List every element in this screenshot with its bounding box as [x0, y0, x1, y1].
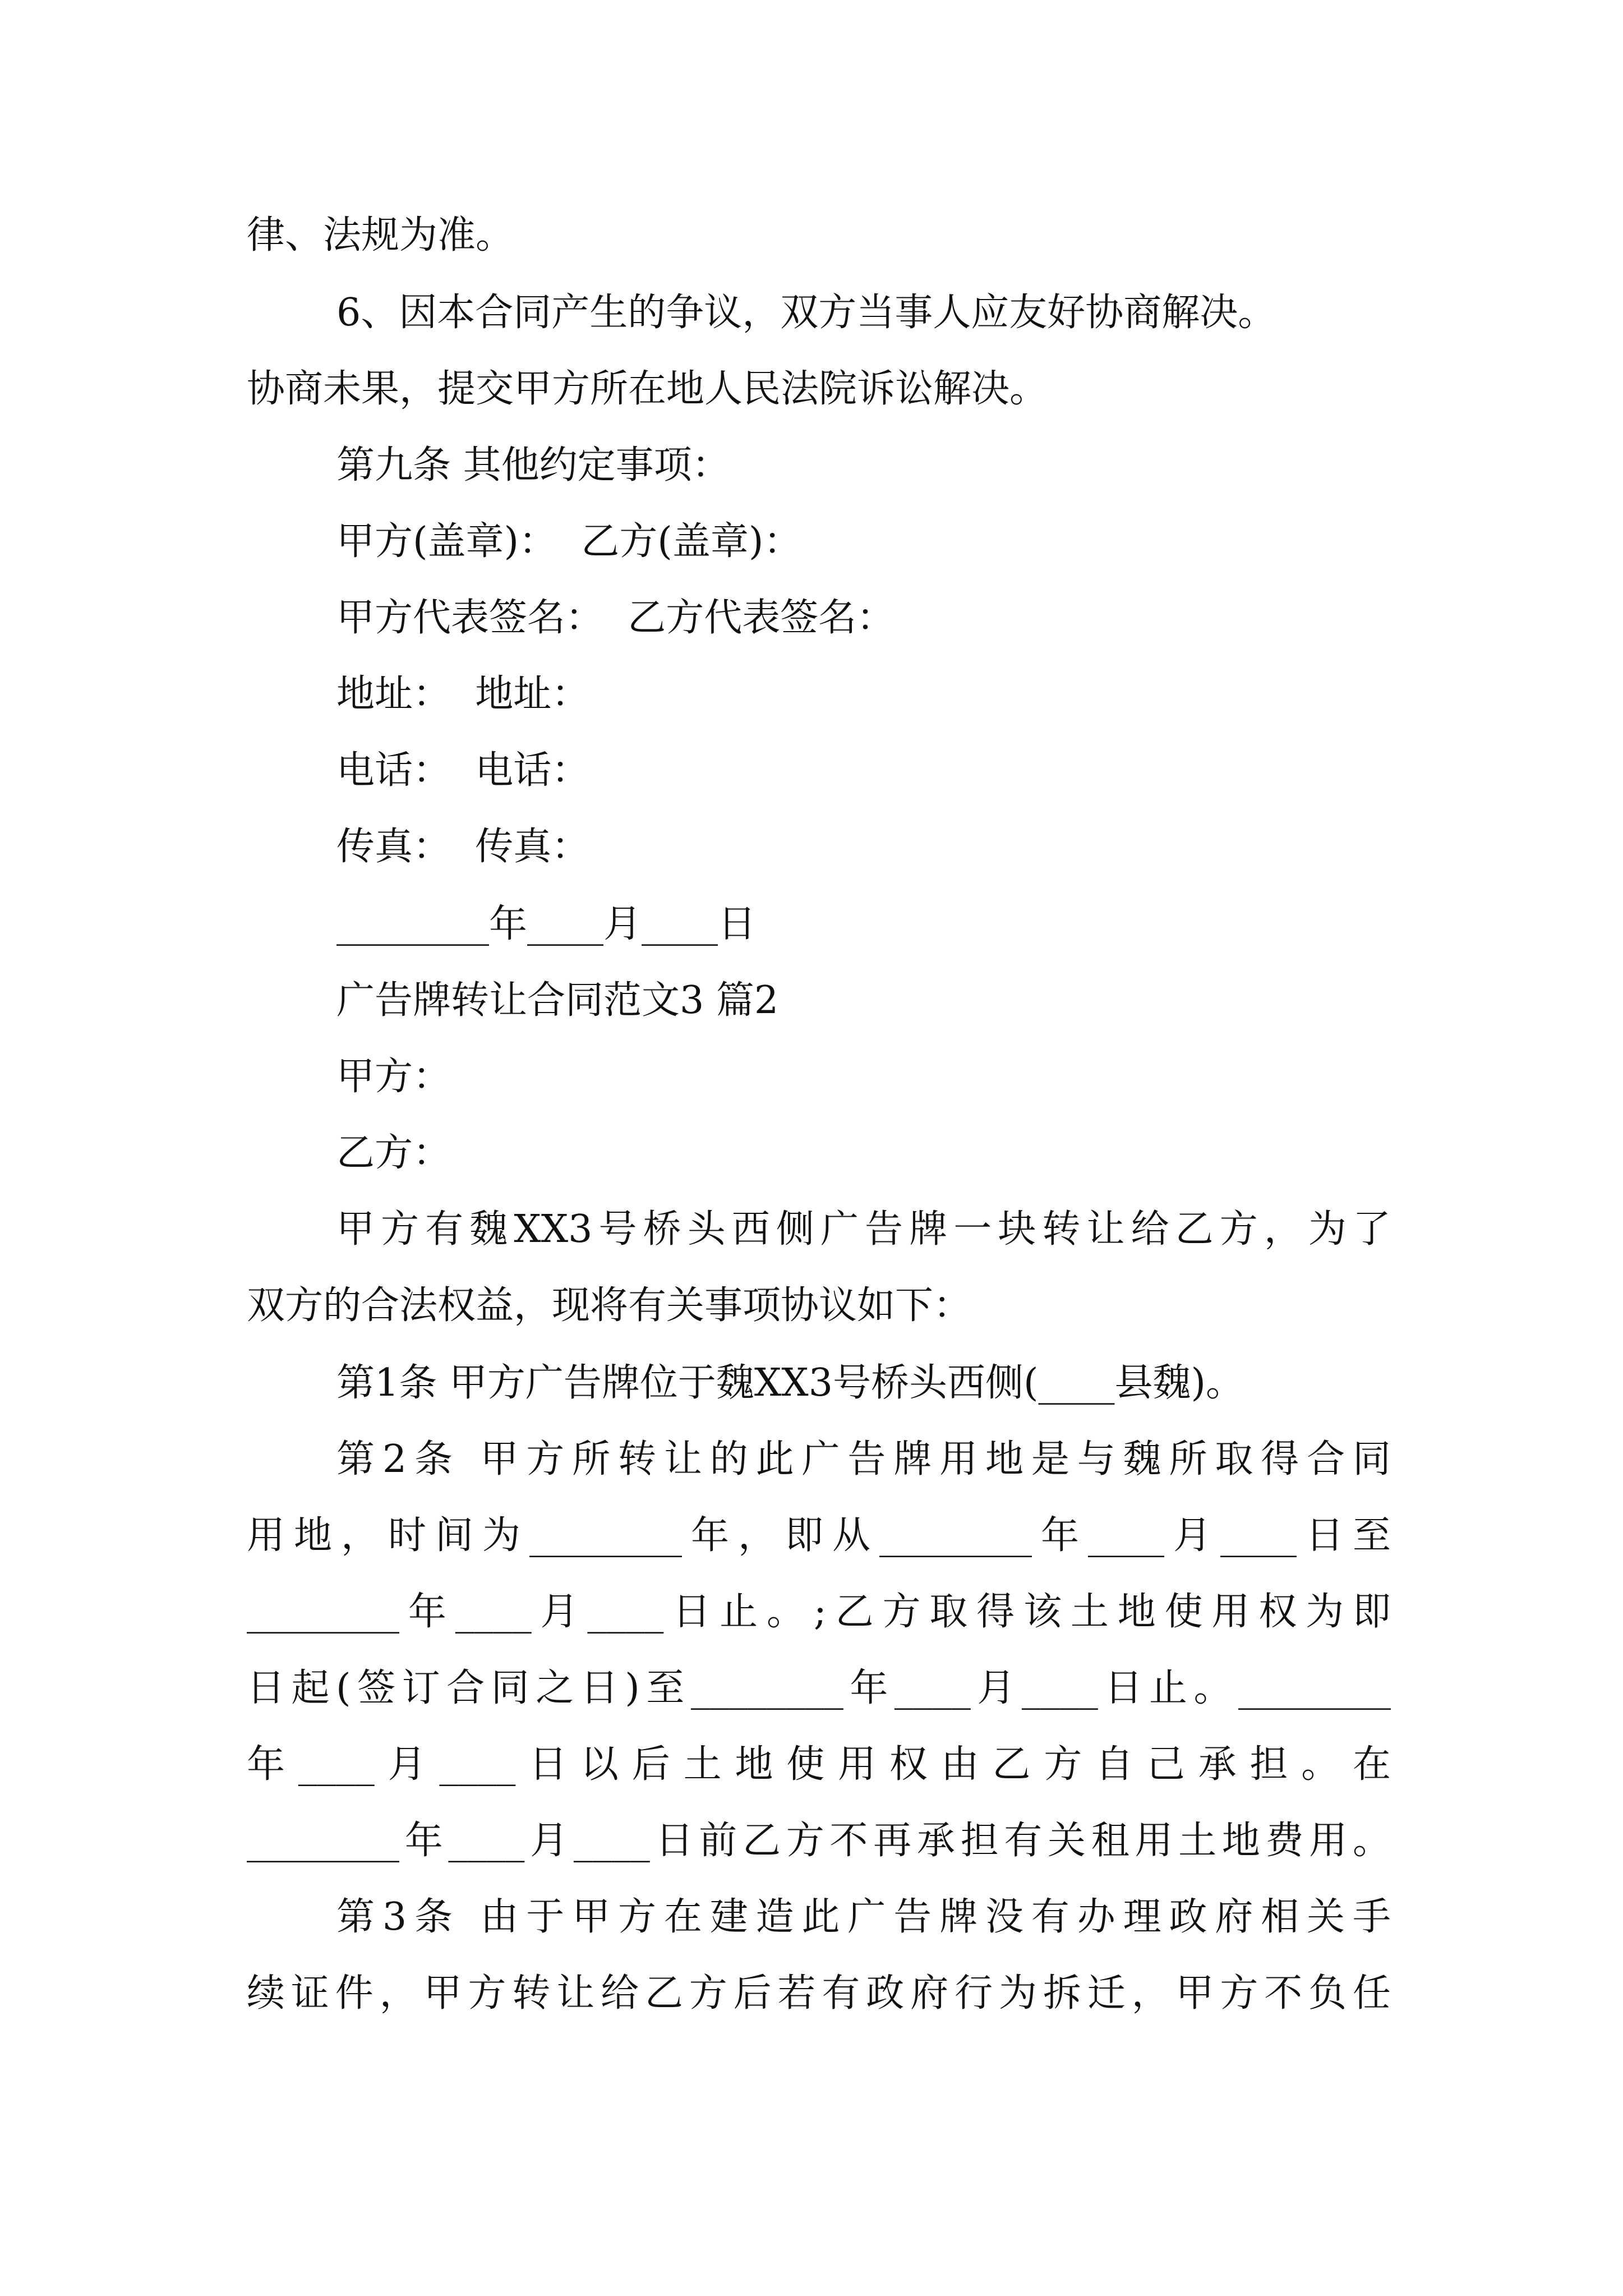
- text-line: 律、法规为准。: [247, 213, 514, 257]
- text-line: 双方的合法权益，现将有关事项协议如下：: [247, 1283, 972, 1328]
- party-a-line: 甲方：: [336, 1055, 451, 1099]
- phone-line: 电话： 电话：: [336, 748, 590, 793]
- signature-line: 甲方(盖章)： 乙方(盖章)：: [336, 519, 802, 564]
- text-line: 6、因本合同产生的争议，双方当事人应友好协商解决。: [336, 291, 1276, 335]
- text-line: 协商未果，提交甲方所在地人民法院诉讼解决。: [247, 367, 1048, 411]
- document-title: 广告牌转让合同范文3 篇2: [336, 978, 779, 1023]
- text-line: 年____月____日以后土地使用权由乙方自己承担。在: [247, 1742, 1391, 1787]
- text-line: 日起(签订合同之日)至________年____月____日止。________: [247, 1666, 1391, 1710]
- section-heading: 第九条 其他约定事项：: [336, 443, 730, 487]
- text-line: ________年____月____日止。;乙方取得该土地使用权为即: [247, 1590, 1391, 1634]
- text-line: ________年____月____日前乙方不再承担有关租用土地费用。: [247, 1819, 1391, 1863]
- fax-line: 传真： 传真：: [336, 825, 590, 869]
- date-line: ________年____月____日: [336, 902, 757, 946]
- article-line: 第3条 由于甲方在建造此广告牌没有办理政府相关手: [336, 1895, 1391, 1939]
- text-line: 续证件，甲方转让给乙方后若有政府行为拆迁，甲方不负任: [247, 1971, 1391, 2016]
- address-line: 地址： 地址：: [336, 672, 590, 716]
- signature-line: 甲方代表签名： 乙方代表签名：: [336, 596, 895, 640]
- text-line: 甲方有魏XX3号桥头西侧广告牌一块转让给乙方，为了: [336, 1207, 1391, 1251]
- party-b-line: 乙方：: [336, 1131, 451, 1175]
- article-line: 第2条 甲方所转让的此广告牌用地是与魏所取得合同: [336, 1437, 1391, 1481]
- text-line: 用地，时间为________年，即从________年____月____日至: [247, 1513, 1391, 1558]
- article-line: 第1条 甲方广告牌位于魏XX3号桥头西侧(____县魏)。: [336, 1361, 1244, 1405]
